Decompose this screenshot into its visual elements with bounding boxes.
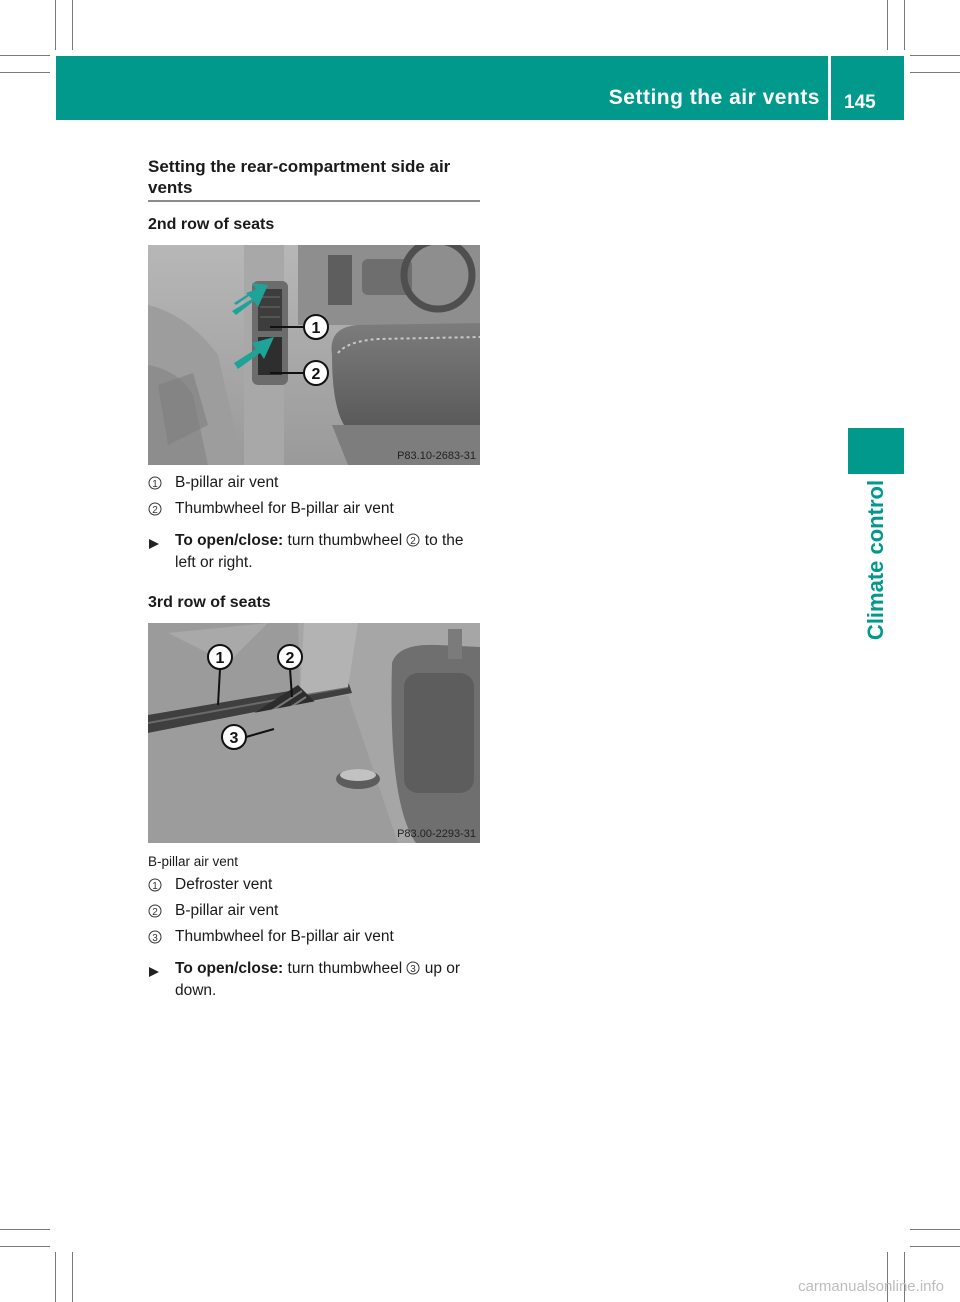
number-1-icon bbox=[148, 475, 162, 489]
legend-item bbox=[148, 498, 480, 520]
step-arrow-icon bbox=[148, 963, 162, 977]
crop-mark bbox=[910, 1246, 960, 1247]
legend-text: B-pillar air vent bbox=[175, 474, 279, 491]
legend-item bbox=[148, 900, 480, 922]
crop-mark bbox=[904, 0, 905, 50]
section-title: Setting the rear-compartment side air vents bbox=[148, 157, 451, 197]
svg-text:2: 2 bbox=[152, 907, 158, 918]
chapter-label: Climate control bbox=[863, 479, 888, 641]
header-divider bbox=[828, 56, 831, 120]
svg-text:2: 2 bbox=[311, 366, 321, 383]
number-3-icon bbox=[148, 929, 162, 943]
svg-text:2: 2 bbox=[285, 650, 295, 667]
watermark: carmanualsonline.info bbox=[798, 1278, 944, 1295]
photo-3rd-row-vent bbox=[148, 623, 480, 843]
number-3-icon bbox=[406, 960, 420, 974]
chapter-tab bbox=[848, 428, 904, 474]
legend-item bbox=[148, 472, 480, 494]
crop-mark bbox=[910, 1229, 960, 1230]
legend-text: B-pillar air vent bbox=[175, 902, 279, 919]
instruction-text: turn thumbwheel bbox=[283, 532, 407, 549]
legend-item bbox=[148, 874, 480, 896]
instruction-step bbox=[148, 958, 480, 1002]
instruction-step bbox=[148, 530, 480, 574]
image-code: P83.00-2293-31 bbox=[397, 828, 476, 840]
number-1-icon bbox=[148, 877, 162, 891]
crop-mark bbox=[72, 1252, 73, 1302]
legend-text: Thumbwheel for B-pillar air vent bbox=[175, 928, 394, 945]
image-caption: B-pillar air vent bbox=[148, 854, 239, 869]
section-rule bbox=[148, 200, 480, 202]
svg-text:2: 2 bbox=[410, 536, 417, 547]
svg-text:3: 3 bbox=[229, 730, 239, 747]
subheading-2nd-row: 2nd row of seats bbox=[148, 216, 275, 233]
step-arrow-icon bbox=[148, 535, 162, 549]
svg-text:1: 1 bbox=[311, 320, 321, 337]
legend-item bbox=[148, 926, 480, 948]
svg-text:2: 2 bbox=[152, 505, 158, 516]
crop-mark bbox=[0, 1229, 50, 1230]
callout-2-icon bbox=[278, 645, 302, 669]
svg-text:1: 1 bbox=[152, 881, 158, 892]
image-code: P83.10-2683-31 bbox=[397, 450, 476, 462]
instruction-label: To open/close: bbox=[175, 532, 284, 549]
svg-text:3: 3 bbox=[410, 964, 417, 975]
legend-text: Thumbwheel for B-pillar air vent bbox=[175, 500, 394, 517]
photo-2nd-row-vent bbox=[148, 245, 480, 465]
crop-mark bbox=[72, 0, 73, 50]
callout-3-icon bbox=[222, 725, 246, 749]
crop-mark bbox=[910, 72, 960, 73]
svg-text:1: 1 bbox=[215, 650, 225, 667]
instruction-text: to the left or right. bbox=[175, 532, 464, 571]
instruction-text: up or down. bbox=[175, 960, 461, 999]
instruction-text: turn thumbwheel bbox=[283, 960, 407, 977]
crop-mark bbox=[55, 0, 56, 50]
crop-mark bbox=[0, 72, 50, 73]
callout-2-icon bbox=[304, 361, 328, 385]
svg-text:1: 1 bbox=[152, 479, 158, 490]
number-2-icon bbox=[148, 501, 162, 515]
crop-mark bbox=[887, 0, 888, 50]
svg-text:3: 3 bbox=[152, 933, 158, 944]
number-2-icon bbox=[148, 903, 162, 917]
crop-mark bbox=[0, 1246, 50, 1247]
crop-mark bbox=[55, 1252, 56, 1302]
callout-1-icon bbox=[304, 315, 328, 339]
page-header-title: Setting the air vents bbox=[608, 86, 820, 109]
legend-text: Defroster vent bbox=[175, 876, 273, 893]
number-2-icon bbox=[406, 532, 420, 546]
page-number: 145 bbox=[844, 92, 876, 113]
crop-mark bbox=[0, 55, 50, 56]
crop-mark bbox=[910, 55, 960, 56]
instruction-label: To open/close: bbox=[175, 960, 284, 977]
callout-1-icon bbox=[208, 645, 232, 669]
subheading-3rd-row: 3rd row of seats bbox=[148, 594, 271, 611]
